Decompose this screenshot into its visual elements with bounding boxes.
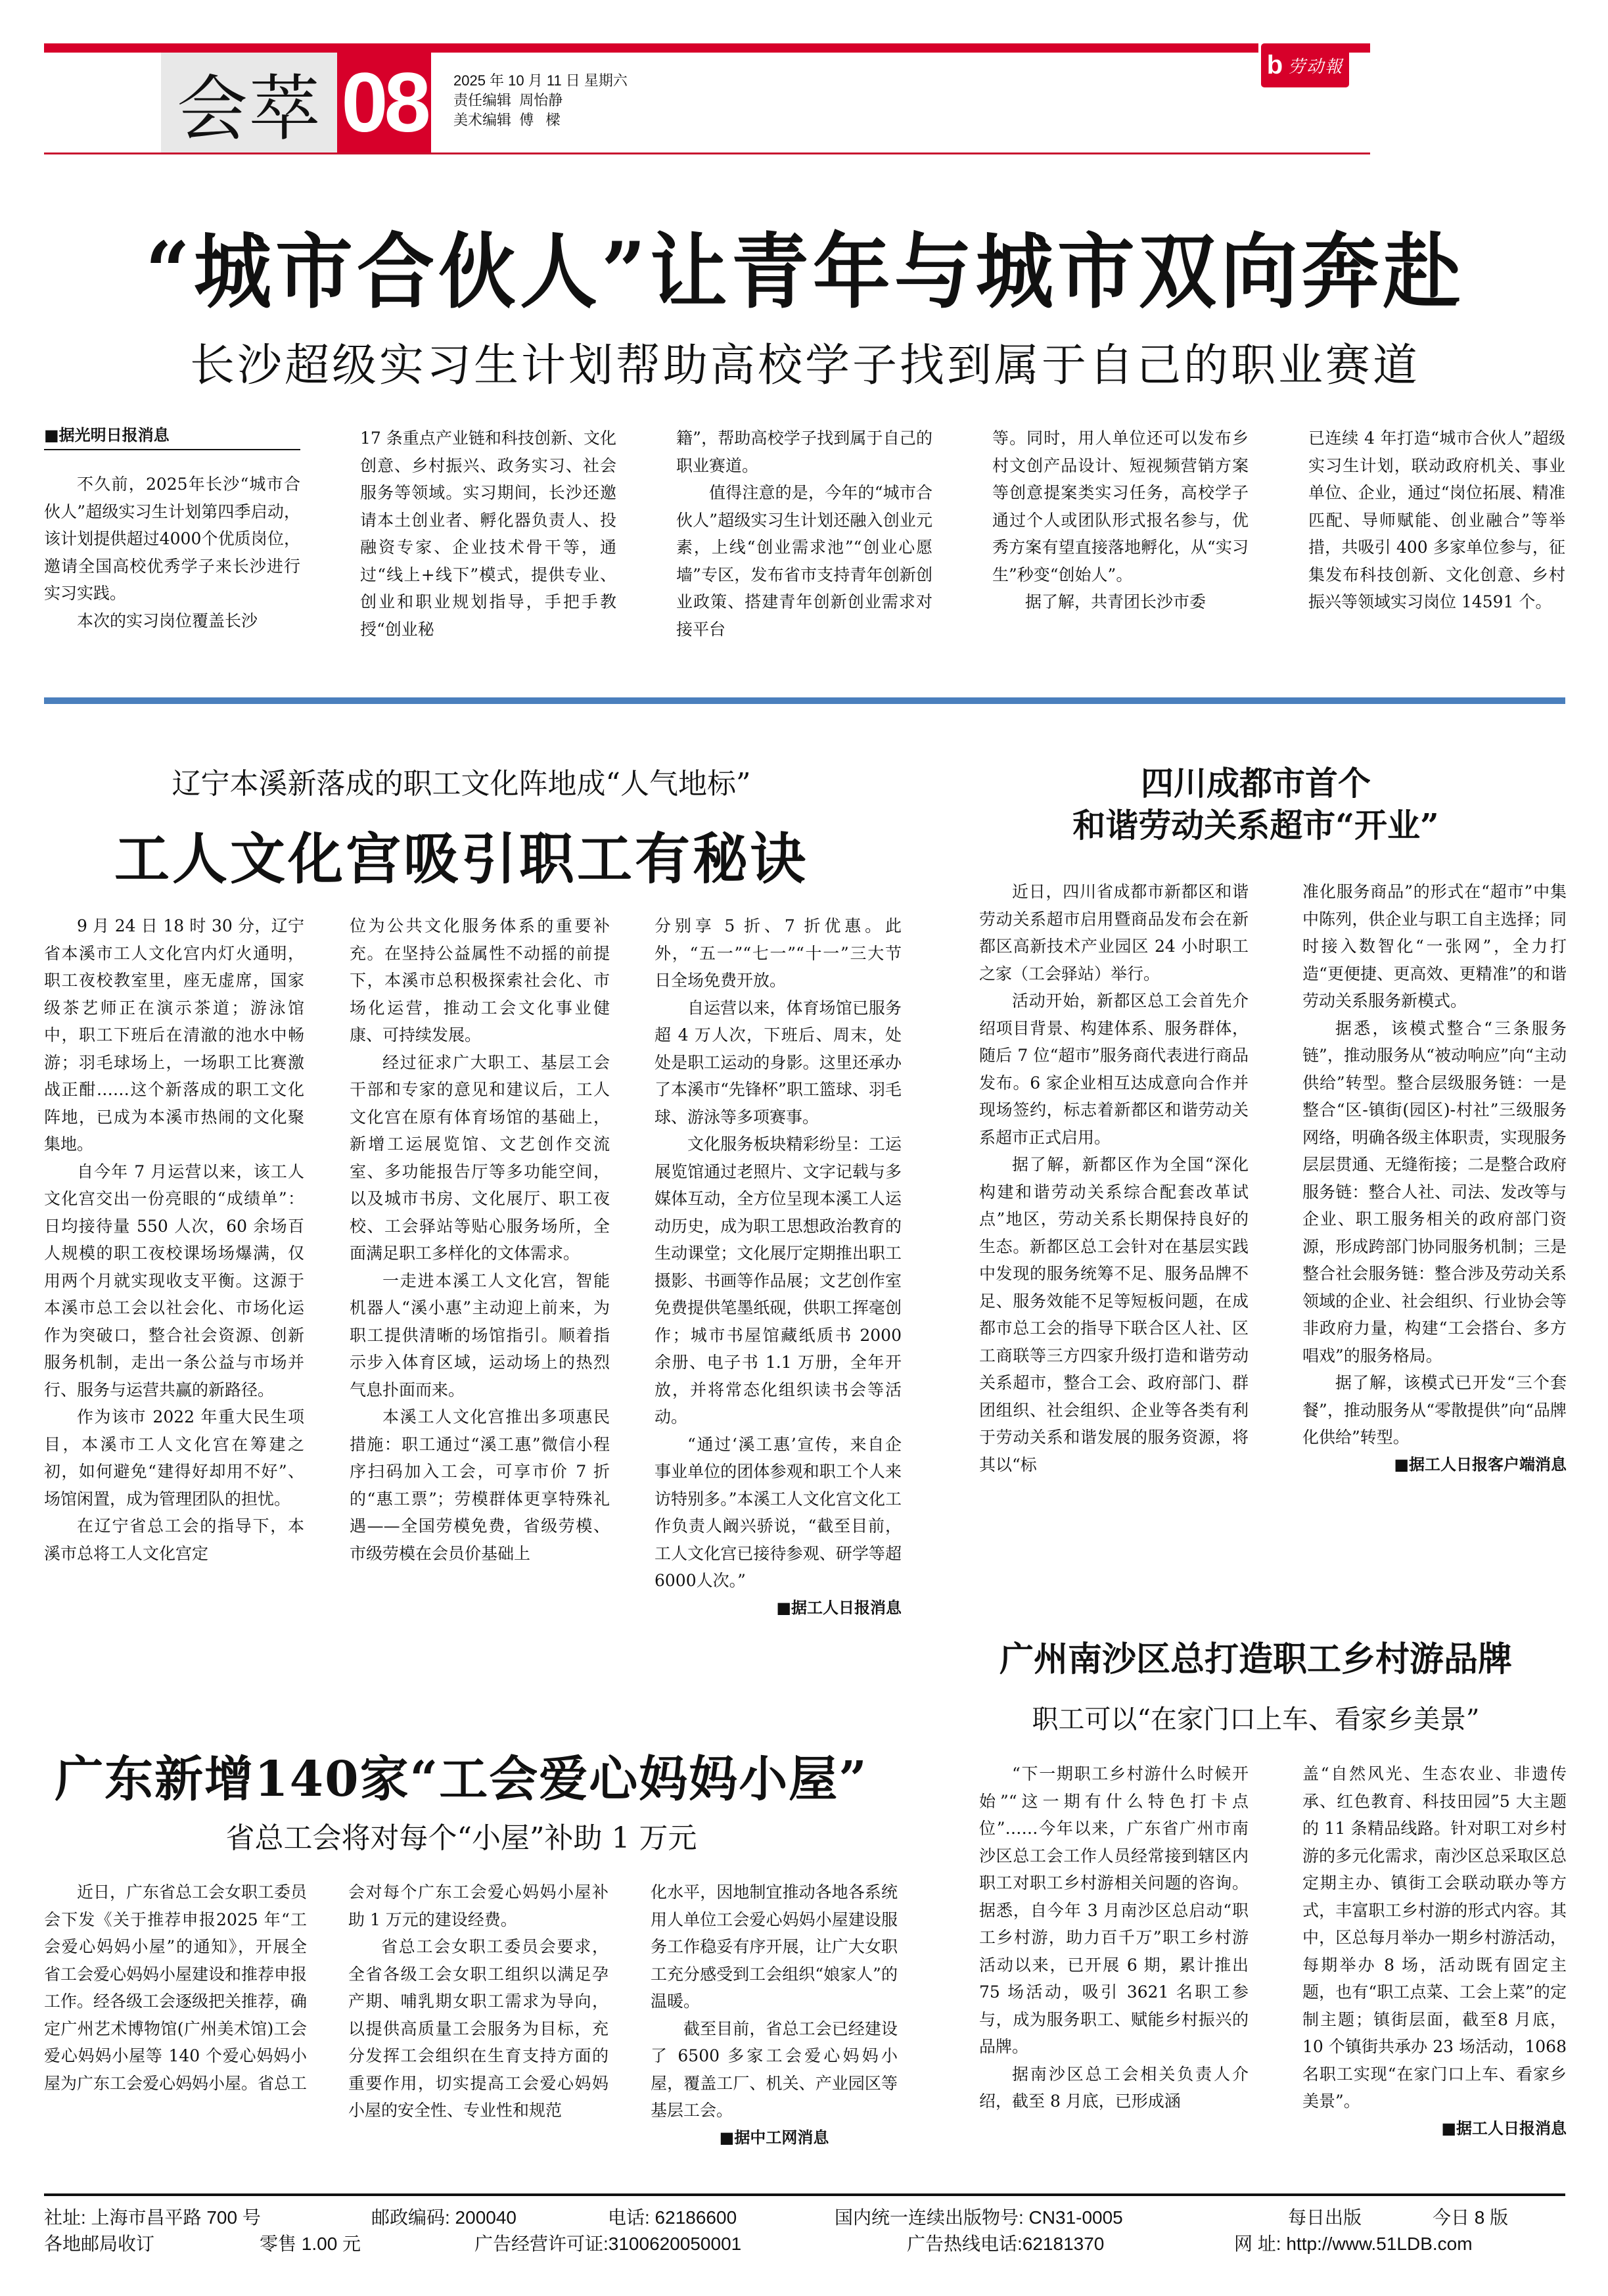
paragraph: 据了解，共青团长沙市委 — [1025, 592, 1206, 611]
paragraph: 据南沙区总工会相关负责人介绍，截至 8 月底，已形成涵 — [979, 2064, 1249, 2111]
newspaper-logo — [1261, 43, 1349, 87]
art-editor: 美术编辑 傅 樑 — [453, 112, 561, 128]
masthead-bottom-rule — [44, 152, 1370, 154]
footer-website[interactable]: 网 址: http://www.51LDB.com — [1234, 2234, 1473, 2254]
guangdong-column-3 — [651, 1879, 898, 2151]
paragraph: 盖“自然风光、生态农业、非遗传承、红色教育、科技田园”5 大主题的 11 条精品线路。针对职工对乡村游的多元化需求，南沙区总采取区总定期主办、镇街工会联动联办等方式，丰富职工乡村游的形式内容。其中，区总每月举办一期乡村游活动，每期举办 8 场，活动既有固定主题，也有“职工点菜、工会上菜”的定制主题；镇街层面，截至8 月底，10 个镇街共承办 23 场活动，1068 名职工实现“在家门口上车、看家乡美景”。 — [1302, 1764, 1567, 2111]
paragraph: 截至目前，省总工会已经建设了 6500 多家工会爱心妈妈小屋，覆盖工厂、机关、产业园区等基层工会。 — [651, 2019, 898, 2120]
nansha-column-1 — [979, 1760, 1249, 2115]
benxi-column-2 — [350, 912, 610, 1567]
footer-frequency: 每日出版 — [1288, 2207, 1362, 2228]
benxi-kicker: 辽宁本溪新落成的职工文化阵地成“人气地标” — [172, 767, 751, 801]
paragraph: 省总工会女职工委员会要求，全省各级工会女职工组织以满足孕产期、哺乳期女职工需求为导向，以提供高质量工会服务为目标，充分发挥工会组织在生育支持方面的重要作用，切实提高工会爱心妈妈小屋的安全性、专业性和规范 — [348, 1937, 609, 2120]
chengdu-column-2 — [1302, 878, 1567, 1478]
footer-cn-number: 国内统一连续出版物号: CN31-0005 — [835, 2207, 1123, 2228]
paragraph: 据了解，新都区作为全国“深化构建和谐劳动关系综合配套改革试点”地区，劳动关系长期保持良好的生态。新都区总工会针对在基层实践中发现的服务统筹不足、服务品牌不足、服务效能不足等短板问题，在成都市总工会的指导下联合区人社、区工商联等三方四家升级打造和谐劳动关系超市，整合工会、政府部门、群团组织、社会组织、企业等各类有利于劳动关系和谐发展的服务资源，将其以“标 — [979, 1155, 1249, 1474]
guangdong-subheadline: 省总工会将对每个“小屋”补助 1 万元 — [225, 1821, 697, 1855]
footer-ad-license: 广告经营许可证:3100620050001 — [474, 2234, 742, 2254]
lead-source: ■据光明日报消息 — [44, 422, 300, 450]
footer-subscribe: 各地邮局收订 — [44, 2234, 155, 2254]
section-divider — [44, 697, 1565, 704]
footer-pages-today: 今日 8 版 — [1433, 2207, 1509, 2228]
paragraph: 会对每个广东工会爱心妈妈小屋补助 1 万元的建设经费。 — [348, 1883, 609, 1929]
paragraph: 经过征求广大职工、基层工会干部和专家的意见和建议后，工人文化宫在原有体育场馆的基础上，新增工运展览馆、文艺创作交流室、多功能报告厅等多功能空间，以及城市书房、文化展厅、职工夜校、工会驿站等贴心服务场所，全面满足职工多样化的文体需求。 — [350, 1052, 610, 1263]
paragraph: 已连续 4 年打造“城市合伙人”超级实习生计划，联动政府机关、事业单位、企业，通过“岗位拓展、精准匹配、导师赋能、创业融合”等举措，共吸引 400 多家单位参与，征集发布科技创新、文化创意、乡村振兴等领域实习岗位 14591 个。 — [1308, 429, 1565, 611]
nansha-subheadline: 职工可以“在家门口上车、看家乡美景” — [1032, 1704, 1480, 1735]
lead-column-5 — [1308, 425, 1565, 616]
paragraph: “通过‘溪工惠’宣传，来自企事业单位的团体参观和职工个人来访特别多。”本溪工人文化宫文化工作负责人阚兴骄说，“截至目前，工人文化宫已接待参观、研学等超6000人次。” — [655, 1434, 902, 1590]
nansha-source: ■据工人日报消息 — [1441, 2119, 1567, 2138]
masthead-meta — [453, 71, 628, 130]
paragraph: 值得注意的是，今年的“城市合伙人”超级实习生计划还融入创业元素，上线“创业需求池”“创业心愿墙”专区，发布省市支持青年创新创业政策、搭建青年创新创业需求对接平台 — [676, 483, 932, 639]
chengdu-headline-line-2: 和谐劳动关系超市“开业” — [1072, 806, 1439, 845]
paragraph: 作为该市 2022 年重大民生项目，本溪市工人文化宫在筹建之初，如何避免“建得好却用不好”、场馆闲置，成为管理团队的担忧。 — [44, 1407, 304, 1509]
paragraph: 化水平，因地制宜推动各地各系统用人单位工会爱心妈妈小屋建设服务工作稳妥有序开展，让广大女职工充分感受到工会组织“娘家人”的温暖。 — [651, 1883, 898, 2011]
lead-column-2 — [360, 425, 616, 643]
footer-rule — [44, 2193, 1565, 2196]
lead-column-4 — [992, 425, 1249, 616]
chengdu-headline — [946, 762, 1565, 847]
guangdong-column-1 — [44, 1879, 307, 2097]
footer-price: 零售 1.00 元 — [260, 2234, 361, 2254]
paragraph: 自运营以来，体育场馆已服务超 4 万人次，下班后、周末，处处是职工运动的身影。这里还承办了本溪市“先锋杯”职工篮球、羽毛球、游泳等多项赛事。 — [655, 998, 902, 1127]
footer-postcode: 邮政编码: 200040 — [371, 2207, 517, 2228]
paragraph: 17 条重点产业链和科技创新、文化创意、乡村振兴、政务实习、社会服务等领域。实习期间，长沙还邀请本土创业者、孵化器负责人、投融资专家、企业技术骨干等，通过“线上+线下”模式，提供专业、创业和职业规划指导，手把手教授“创业秘 — [360, 429, 616, 639]
page-number: 08 — [337, 53, 431, 152]
paragraph: 不久前，2025年长沙“城市合伙人”超级实习生计划第四季启动，该计划提供超过4000个优质岗位，邀请全国高校优秀学子来长沙进行实习实践。 — [44, 475, 300, 603]
footer-address: 社址: 上海市昌平路 700 号 — [44, 2207, 261, 2228]
paragraph: 在辽宁省总工会的指导下，本溪市总将工人文化宫定 — [44, 1516, 304, 1563]
paragraph: 等。同时，用人单位还可以发布乡村文创产品设计、短视频营销方案等创意提案类实习任务，高校学子通过个人或团队形式报名参与，优秀方案有望直接落地孵化，从“实习生”秒变“创始人”。 — [992, 429, 1249, 584]
paragraph: 分别享 5 折、7 折优惠。此外，“五一”“七一”“十一”三大节日全场免费开放。 — [655, 916, 902, 990]
paragraph: 活动开始，新都区总工会首先介绍项目背景、构建体系、服务群体，随后 7 位“超市”服务商代表进行商品发布。6 家企业相互达成意向合作并现场签约，标志着新都区和谐劳动关系超市正式启用。 — [979, 991, 1249, 1147]
footer-phone: 电话: 62186600 — [608, 2207, 737, 2228]
nansha-column-2 — [1302, 1760, 1567, 2142]
paragraph: 自今年 7 月运营以来，该工人文化宫交出一份亮眼的“成绩单”：日均接待量 550 人次，60 余场百人规模的职工夜校课场场爆满，仅用两个月就实现收支平衡。这源于本溪市总工会以社会化、市场化运作为突破口，整合社会资源、创新服务机制，走出一条公益与市场并行、服务与运营共赢的新路径。 — [44, 1161, 304, 1399]
footer-ad-hotline: 广告热线电话:62181370 — [907, 2234, 1105, 2254]
chengdu-column-1 — [979, 878, 1249, 1478]
guangdong-headline: 广东新增140家“工会爱心妈妈小屋” — [55, 1751, 868, 1808]
paragraph: 文化服务板块精彩纷呈：工运展览馆通过老照片、文字记载与多媒体互动，全方位呈现本溪工人运动历史，成为职工思想政治教育的生动课堂；文化展厅定期推出职工摄影、书画等作品展；文艺创作室免费提供笔墨纸砚，供职工挥毫创作；城市书屋馆藏纸质书 2000 余册、电子书 1.1 万册，全年开放，并将常态化组织读书会等活动。 — [655, 1135, 902, 1426]
nansha-headline: 广州南沙区总打造职工乡村游品牌 — [999, 1639, 1512, 1679]
paragraph: 据了解，该模式已开发“三个套餐”，推动服务从“零散提供”向“品牌化供给”转型。 — [1302, 1373, 1567, 1447]
paragraph: 本溪工人文化宫推出多项惠民措施：职工通过“溪工惠”微信小程序扫码加入工会，可享市价 7 折的“惠工票”；劳模群体更享特殊礼遇——全国劳模免费，省级劳模、市级劳模在会员价基础上 — [350, 1407, 610, 1563]
benxi-column-1 — [44, 912, 304, 1567]
paragraph: 一走进本溪工人文化宫，智能机器人“溪小惠”主动迎上前来，为职工提供清晰的场馆指引。顺着指示步入体育区域，运动场上的热烈气息扑面而来。 — [350, 1271, 610, 1399]
issue-date: 2025 年 10 月 11 日 星期六 — [453, 72, 628, 89]
logo-mark-icon: b — [1266, 51, 1283, 80]
chengdu-source: ■据工人日报客户端消息 — [1394, 1455, 1567, 1474]
benxi-source: ■据工人日报消息 — [776, 1598, 902, 1617]
lead-column-1 — [44, 471, 300, 634]
responsible-editor: 责任编辑 周怡静 — [453, 92, 563, 108]
paragraph: “下一期职工乡村游什么时候开始”“这一期有什么特色打卡点位”……今年以来，广东省广州市南沙区总工会工作人员经常接到辖区内职工对职工乡村游相关问题的咨询。据悉，自今年 3 月南沙区总启动“职工乡村游，助力百千万”职工乡村游活动以来，已开展 6 期，累计推出 75 场活动，吸引 3621 名职工参与，成为服务职工、赋能乡村振兴的品牌。 — [979, 1764, 1249, 2056]
paragraph: 本次的实习岗位覆盖长沙 — [77, 611, 258, 630]
guangdong-source: ■据中工网消息 — [719, 2128, 829, 2147]
paragraph: 籍”，帮助高校学子找到属于自己的职业赛道。 — [676, 429, 932, 475]
benxi-column-3 — [655, 912, 902, 1622]
paragraph: 近日，广东省总工会女职工委员会下发《关于推荐申报2025 年“工会爱心妈妈小屋”的通知》，开展全省工会爱心妈妈小屋建设和推荐申报工作。经各级工会逐级把关推荐，确定广州艺术博物馆(广州美术馆)工会爱心妈妈小屋等 140 个爱心妈妈小屋为广东工会爱心妈妈小屋。省总工 — [44, 1883, 308, 2093]
lead-headline: “城市合伙人”让青年与城市双向奔赴 — [145, 223, 1465, 319]
logo-text: 劳动報 — [1288, 57, 1344, 77]
paragraph: 准化服务商品”的形式在“超市”中集中陈列，供企业与职工自主选择；同时接入数智化“一张网”，全力打造“更便捷、更高效、更精准”的和谐劳动关系服务新模式。 — [1302, 882, 1567, 1010]
benxi-headline: 工人文化宫吸引职工有秘诀 — [114, 826, 808, 891]
paragraph: 位为公共文化服务体系的重要补充。在坚持公益属性不动摇的前提下，本溪市总积极探索社会化、市场化运营，推动工会文化事业健康、可持续发展。 — [350, 916, 610, 1044]
paragraph: 近日，四川省成都市新都区和谐劳动关系超市启用暨商品发布会在新都区高新技术产业园区 24 小时职工之家（工会驿站）举行。 — [979, 882, 1249, 983]
guangdong-column-2 — [348, 1879, 609, 2124]
paragraph: 9 月 24 日 18 时 30 分，辽宁省本溪市工人文化宫内灯火通明，职工夜校教室里，座无虚席，国家级茶艺师正在演示茶道；游泳馆中，职工下班后在清澈的池水中畅游；羽毛球场上，一场职工比赛激战正酣……这个新落成的职工文化阵地，已成为本溪市热闹的文化聚集地。 — [44, 916, 304, 1154]
paragraph: 据悉，该模式整合“三条服务链”，推动服务从“被动响应”向“主动供给”转型。整合层级服务链：一是整合“区-镇街(园区)-村社”三级服务网络，明确各级主体职责，实现服务层层贯通、无缝衔接；二是整合政府服务链：整合人社、司法、发改等与企业、职工服务相关的政府部门资源，形成跨部门协同服务机制；三是整合社会服务链：整合涉及劳动关系领域的企业、社会组织、行业协会等非政府力量，构建“工会搭台、多方唱戏”的服务格局。 — [1302, 1018, 1567, 1365]
lead-subheadline: 长沙超级实习生计划帮助高校学子找到属于自己的职业赛道 — [189, 340, 1420, 392]
section-name: 会萃 — [161, 53, 337, 152]
chengdu-headline-line-1: 四川成都市首个 — [1141, 764, 1371, 803]
lead-column-3 — [676, 425, 932, 643]
